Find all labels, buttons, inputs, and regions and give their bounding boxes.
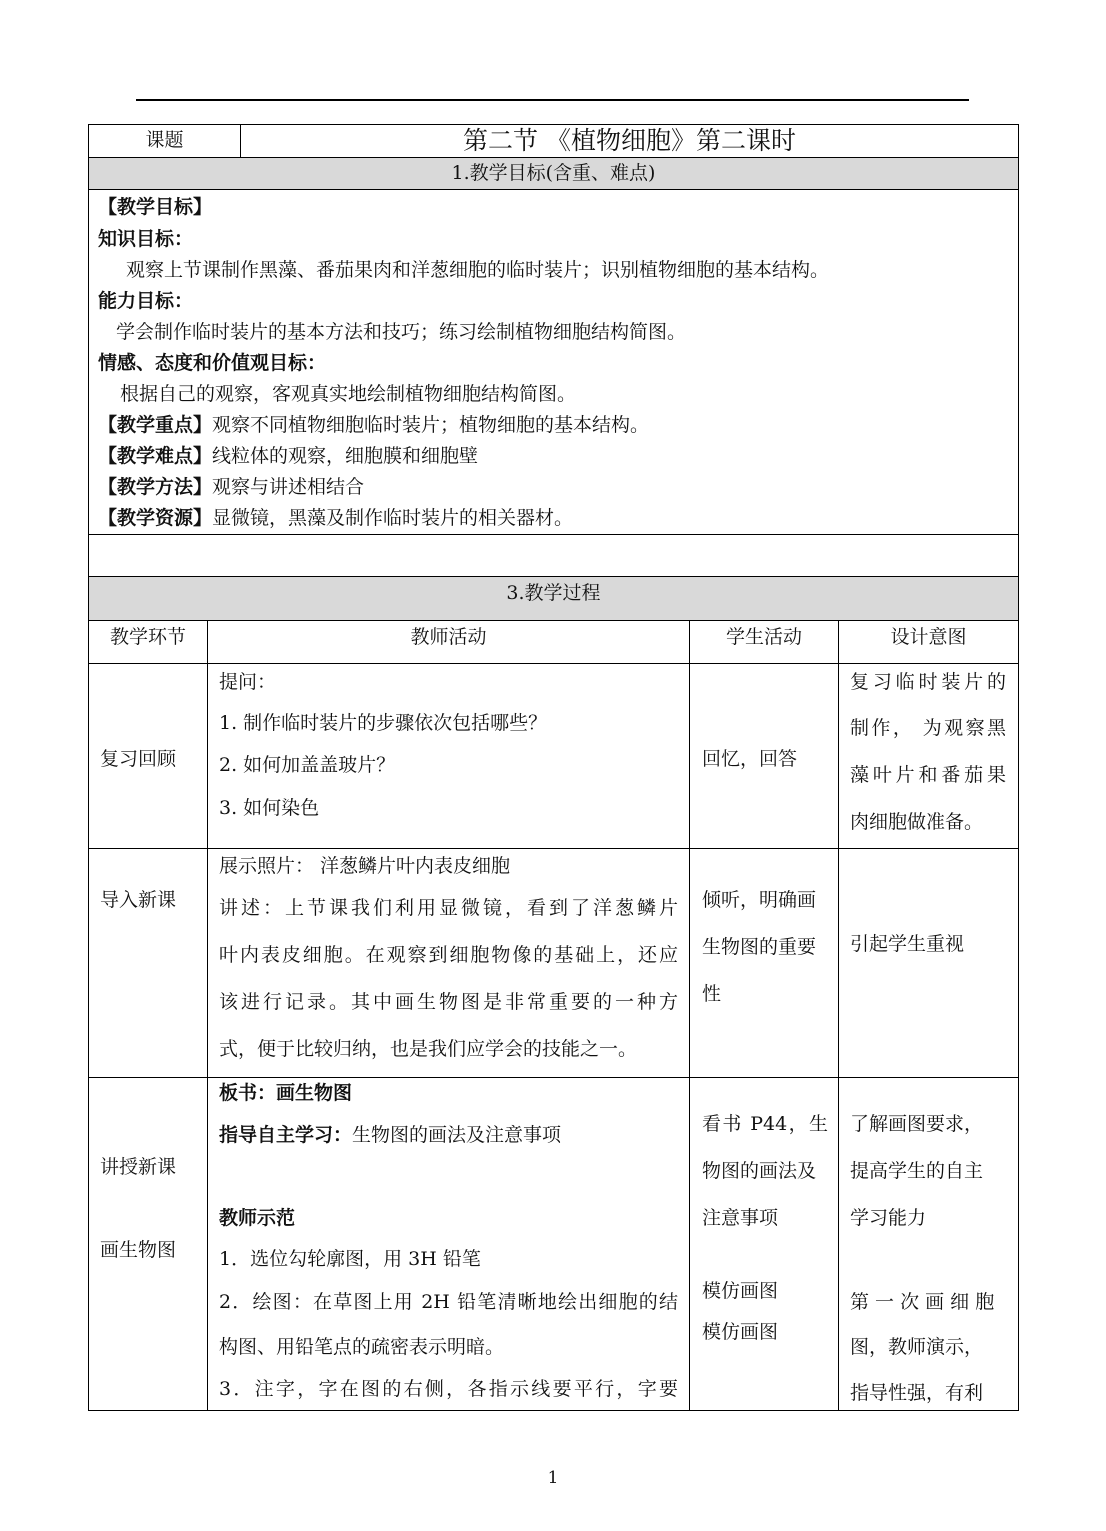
intro-student-line: 生物图的重要	[702, 936, 817, 958]
knowledge-label: 知识目标：	[98, 228, 194, 250]
emotion-label: 情感、态度和价值观目标：	[98, 352, 327, 374]
review-teacher-line: 2. 如何加盖盖玻片？	[219, 754, 396, 776]
intro-stage: 导入新课	[100, 889, 177, 911]
teach-step-line: 1．选位勾轮廓图，用 3H 铅笔	[219, 1248, 481, 1270]
teach-step-line: 2．绘图：在草图上用 2H 铅笔清晰地绘出细胞的结	[219, 1291, 678, 1313]
teach-intent-line: 第 一 次 画 细 胞	[850, 1291, 995, 1313]
topic-label: 课题	[145, 129, 184, 151]
ability-text: 学会制作临时装片的基本方法和技巧；练习绘制植物细胞结构简图。	[116, 321, 687, 343]
intro-student-line: 倾听，明确画	[702, 889, 817, 911]
review-student: 回忆，回答	[702, 748, 798, 770]
teach-intent-line: 指导性强，有利	[850, 1382, 984, 1404]
review-intent-line: 肉细胞做准备。	[850, 811, 984, 833]
demo-label: 教师示范	[219, 1207, 296, 1229]
objectives-heading: 1.教学目标(含重、难点)	[451, 162, 656, 184]
teaching-resource: 【教学资源】显微镜，黑藻及制作临时装片的相关器材。	[98, 507, 574, 529]
teach-stage-sub: 画生物图	[100, 1239, 177, 1261]
intro-teacher-line: 叶内表皮细胞。在观察到细胞物像的基础上，还应	[219, 944, 678, 966]
teach-intent-line: 图，教师演示，	[850, 1336, 984, 1358]
review-teacher-line: 3. 如何染色	[219, 797, 320, 819]
difficulty-point: 【教学难点】线粒体的观察，细胞膜和细胞壁	[98, 445, 479, 467]
page-number: 1	[547, 1468, 559, 1488]
teach-step-line: 3．注字，字在图的右侧，各指示线要平行，字要	[219, 1378, 678, 1400]
review-teacher-line: 提问：	[219, 671, 277, 693]
board-writing: 板书：画生物图	[219, 1082, 353, 1104]
intro-student-line: 性	[702, 983, 722, 1005]
intro-intent: 引起学生重视	[850, 933, 965, 955]
key-point: 【教学重点】观察不同植物细胞临时装片；植物细胞的基本结构。	[98, 414, 650, 436]
objectives-label: 【教学目标】	[98, 196, 213, 218]
review-intent-line: 藻叶片和番茄果	[850, 764, 1006, 786]
teach-student-line: 注意事项	[702, 1207, 779, 1229]
header-rule	[136, 99, 969, 101]
emotion-text: 根据自己的观察，客观真实地绘制植物细胞结构简图。	[120, 383, 577, 405]
review-teacher-line: 1. 制作临时装片的步骤依次包括哪些？	[219, 712, 548, 734]
teach-stage: 讲授新课	[100, 1156, 177, 1178]
teach-intent-line: 了解画图要求，	[850, 1113, 984, 1135]
intro-teacher-line: 讲述：上节课我们利用显微镜，看到了洋葱鳞片	[219, 897, 678, 919]
page-title: 第二节 《植物细胞》第二课时	[463, 126, 796, 155]
review-stage: 复习回顾	[100, 748, 177, 770]
process-heading: 3.教学过程	[506, 582, 601, 604]
teach-student-line: 模仿画图	[702, 1280, 779, 1302]
column-header-student: 学生活动	[725, 626, 802, 648]
teach-student-line: 看书 P44，生	[702, 1113, 828, 1135]
ability-label: 能力目标：	[98, 290, 194, 312]
guide-study: 指导自主学习：生物图的画法及注意事项	[219, 1124, 562, 1146]
teach-student-line: 模仿画图	[702, 1321, 779, 1343]
column-header-teacher: 教师活动	[410, 626, 487, 648]
intro-teacher-line: 该进行记录。其中画生物图是非常重要的一种方	[219, 991, 678, 1013]
intro-teacher-line: 展示照片： 洋葱鳞片叶内表皮细胞	[219, 855, 511, 877]
teach-student-line: 物图的画法及	[702, 1160, 817, 1182]
teach-intent-line: 学习能力	[850, 1207, 927, 1229]
knowledge-text: 观察上节课制作黑藻、番茄果肉和洋葱细胞的临时装片；识别植物细胞的基本结构。	[126, 259, 830, 281]
review-intent-line: 制作， 为观察黑	[850, 717, 1006, 739]
teach-step-line: 构图、用铅笔点的疏密表示明暗。	[219, 1336, 505, 1358]
review-intent-line: 复习临时装片的	[850, 671, 1006, 693]
intro-teacher-line: 式，便于比较归纳，也是我们应学会的技能之一。	[219, 1038, 638, 1060]
teach-intent-line: 提高学生的自主	[850, 1160, 984, 1182]
column-header-stage: 教学环节	[109, 626, 186, 648]
column-header-intent: 设计意图	[890, 626, 967, 648]
teaching-method: 【教学方法】观察与讲述相结合	[98, 476, 365, 498]
